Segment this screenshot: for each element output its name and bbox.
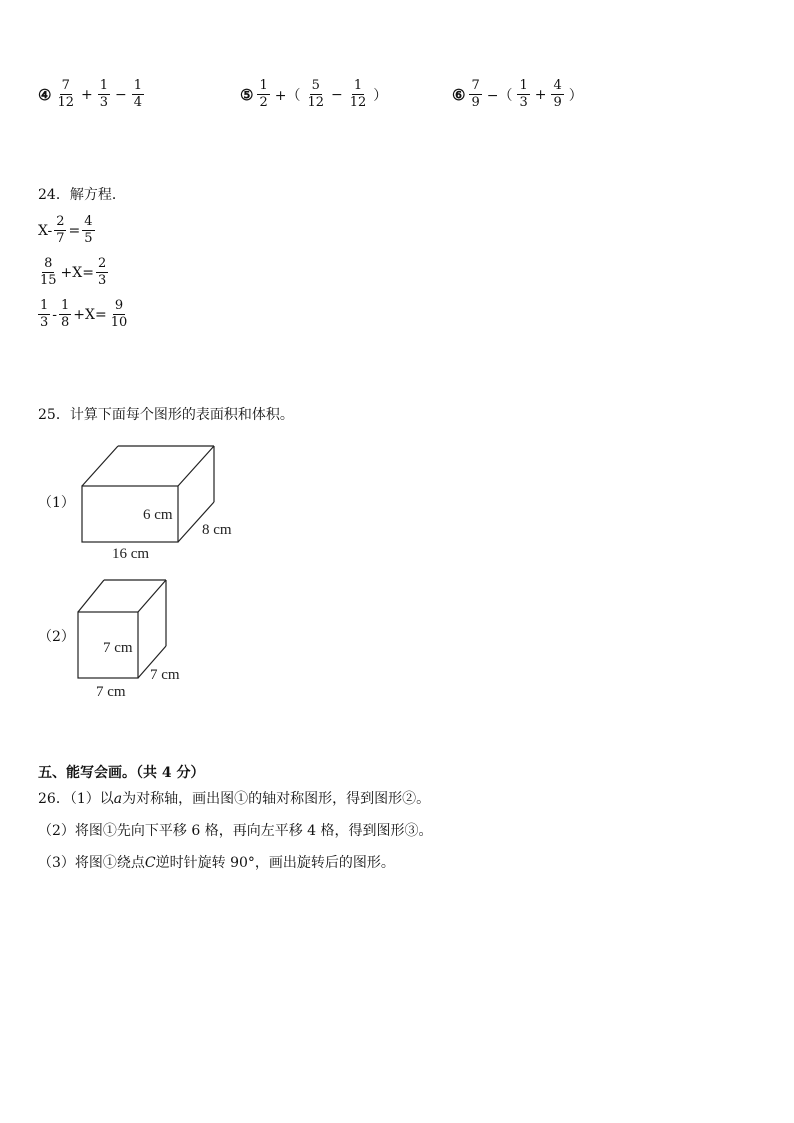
point-symbol: C	[144, 855, 156, 871]
q26-text: （3）将图①绕点	[38, 855, 145, 871]
fraction: $\frac{1}{3}$	[40, 298, 49, 330]
fraction: $\frac{1}{3}$	[519, 78, 528, 110]
q24-equation-1	[38, 214, 97, 247]
depth-label: 7 cm	[150, 667, 180, 683]
figure-2-label: （2）	[38, 629, 75, 645]
q24-title: 24．解方程．	[38, 187, 126, 203]
q26-part-3	[38, 854, 395, 872]
problem-marker: ④	[38, 85, 52, 104]
q26-part-2: （2）将图①先向下平移 6 格，再向左平移 4 格，得到图形③。	[38, 823, 433, 839]
eq-text: X-	[38, 222, 53, 239]
fraction: $\frac{8}{15}$	[40, 256, 57, 288]
section-5-title: 五、能写会画。（共 4 分）	[38, 765, 205, 781]
problem-marker: ⑤	[240, 85, 254, 104]
depth-label: 8 cm	[202, 522, 232, 538]
problem-5	[240, 78, 390, 111]
fraction: $\frac{9}{10}$	[110, 298, 128, 330]
eq-text: +X=	[60, 264, 94, 281]
eq-text: +X=	[73, 306, 107, 323]
height-label: 6 cm	[143, 507, 173, 523]
eq-text: -	[52, 306, 58, 323]
fraction: $\frac{2}{7}$	[56, 214, 65, 246]
problem-6	[452, 78, 586, 111]
cube-figure-2	[70, 574, 200, 700]
fraction: $\frac{5}{12}$	[307, 78, 325, 110]
fraction: $\frac{7}{9}$	[471, 78, 480, 110]
figure-1-label: （1）	[38, 495, 75, 511]
fraction: $\frac{7}{12}$	[57, 78, 74, 110]
q26-text: 26．（1）以	[38, 791, 114, 807]
length-label: 16 cm	[112, 546, 150, 562]
q26-text: 逆时针旋转 90°，画出旋转后的图形。	[155, 855, 395, 871]
fraction: $\frac{2}{3}$	[97, 256, 107, 288]
operator: ）	[373, 87, 388, 104]
fraction: $\frac{1}{2}$	[259, 78, 268, 110]
fraction: $\frac{1}{12}$	[349, 78, 367, 110]
operator: +	[81, 86, 93, 103]
q26-text: 为对称轴，画出图①的轴对称图形，得到图形②。	[122, 791, 431, 807]
fraction: $\frac{1}{4}$	[133, 78, 143, 110]
height-label: 7 cm	[103, 640, 133, 656]
operator: −	[331, 86, 343, 103]
operator: +	[534, 86, 547, 103]
length-label: 7 cm	[96, 684, 126, 700]
q24-equation-3	[36, 298, 131, 331]
q26-part-1	[38, 790, 430, 808]
fraction: $\frac{4}{5}$	[84, 214, 93, 246]
operator: −	[115, 86, 127, 103]
operator: ）	[568, 87, 583, 104]
problem-4	[38, 78, 146, 111]
eq-text: =	[68, 222, 81, 239]
fraction: $\frac{1}{3}$	[99, 78, 109, 110]
q25-title: 25．计算下面每个图形的表面积和体积。	[38, 407, 294, 423]
q24-equation-2	[36, 256, 110, 289]
operator: −（	[486, 87, 513, 104]
operator: +（	[274, 87, 301, 104]
fraction: $\frac{1}{8}$	[61, 298, 70, 330]
cuboid-figure-1	[70, 436, 260, 566]
axis-symbol: a	[113, 791, 123, 807]
problem-marker: ⑥	[452, 85, 466, 104]
fraction: $\frac{4}{9}$	[553, 78, 562, 110]
